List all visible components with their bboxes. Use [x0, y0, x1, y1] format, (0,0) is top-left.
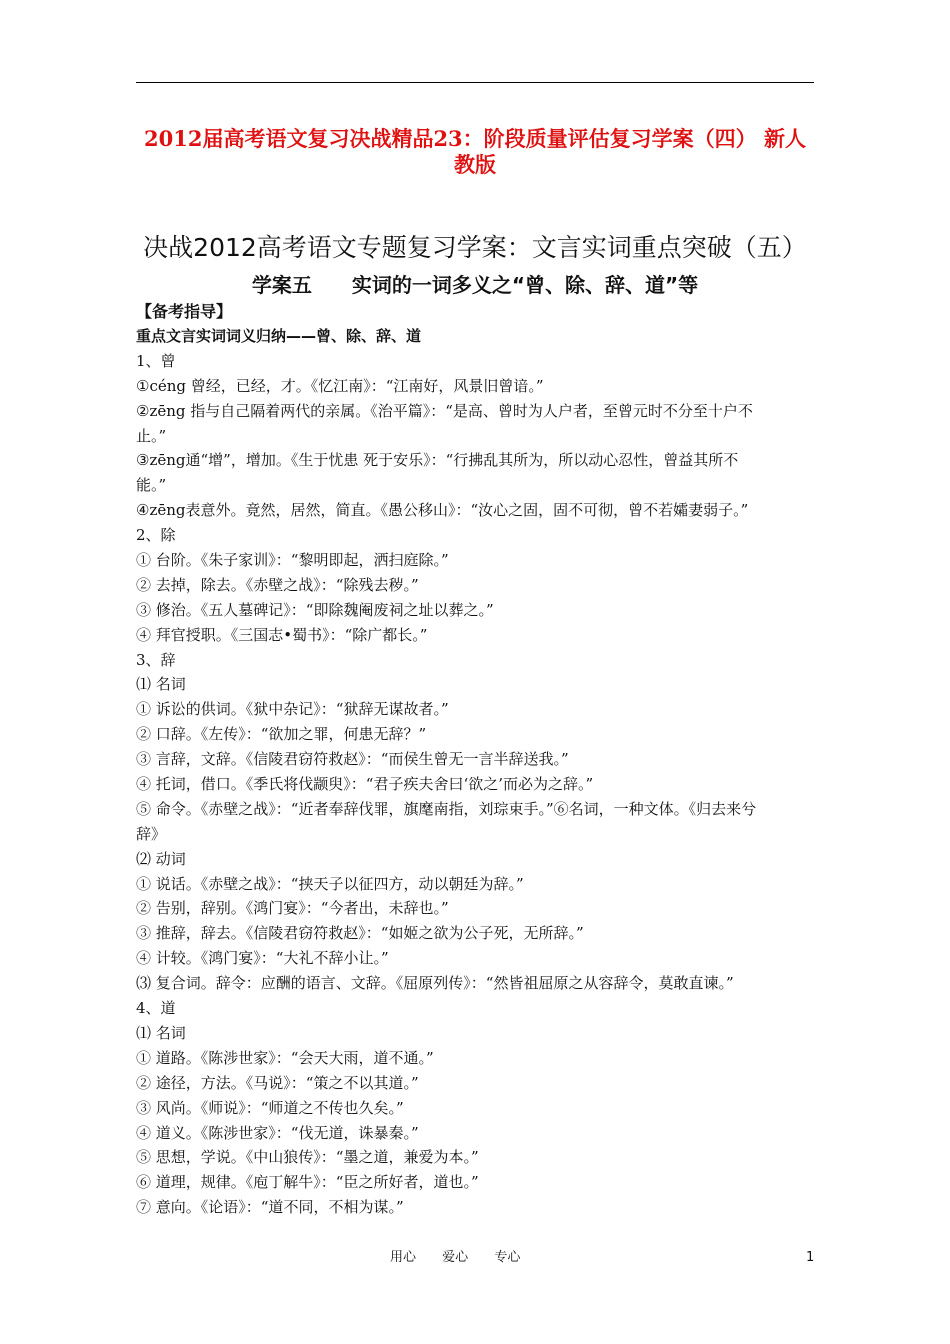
text-line: 1、曾: [136, 351, 176, 370]
text-line: ④ 托词，借口。《季氏将伐颛臾》：“君子疾夫舍曰‘欲之’而必为之辞。”: [136, 775, 594, 794]
text-line: ① 说话。《赤壁之战》：“挟天子以征四方，动以朝廷为辞。”: [136, 874, 524, 893]
section-title: 【备考指导】: [136, 302, 233, 321]
text-line: ① 道路。《陈涉世家》：“会天大雨，道不通。”: [136, 1048, 434, 1067]
sub-title: 学案五 实词的一词多义之“曾、除、辞、道”等: [251, 273, 699, 297]
text-line: 辞》: [136, 824, 167, 843]
footer-item: 专心: [494, 1250, 521, 1265]
footer-item: 爱心: [442, 1250, 469, 1265]
text-line: ② 去掉，除去。《赤壁之战》：“除残去秽。”: [136, 575, 419, 594]
text-line: 2、除: [136, 526, 176, 545]
text-line: ④ 拜官授职。《三国志•蜀书》：“除广都长。”: [136, 625, 428, 644]
text-line: ③ 推辞，辞去。《信陵君窃符救赵》：“如姬之欲为公子死，无所辞。”: [136, 924, 584, 943]
text-line: ③ 言辞，文辞。《信陵君窃符救赵》：“而侯生曾无一言半辞送我。”: [136, 750, 569, 769]
text-line: ⑵ 动词: [136, 849, 186, 868]
text-line: 3、辞: [136, 650, 176, 669]
text-line: ③ 风尚。《师说》：“师道之不传也久矣。”: [136, 1098, 404, 1117]
subheading-line: 重点文言实词词义归纳——曾、除、辞、道: [136, 327, 422, 345]
text-line: ① 台阶。《朱子家训》：“黎明即起，洒扫庭除。”: [136, 551, 449, 570]
page-footer: [390, 1249, 542, 1267]
text-line: ④ 计较。《鸿门宴》：“大礼不辞小让。”: [136, 949, 389, 968]
text-line: ② 告别，辞别。《鸿门宴》：“今者出，未辞也。”: [136, 899, 449, 918]
text-line: ④ 道义。《陈涉世家》：“伐无道，诛暴秦。”: [136, 1123, 419, 1142]
page-number: 1: [806, 1250, 815, 1265]
text-line: ⑴ 名词: [136, 1023, 186, 1042]
text-line: 止。”: [136, 426, 167, 445]
text-line: ② 途径，方法。《马说》：“策之不以其道。”: [136, 1073, 419, 1092]
text-line: ③ 修治。《五人墓碑记》：“即除魏阉废祠之址以葬之。”: [136, 600, 494, 619]
main-title: 决战2012高考语文专题复习学案：文言实词重点突破（五）: [143, 233, 807, 262]
text-line: ⑶ 复合词。辞令：应酬的语言、文辞。《屈原列传》：“然皆祖屈原之从容辞令，莫敢直谏。”: [136, 974, 734, 993]
text-line: ⑥ 道理，规律。《庖丁解牛》：“臣之所好者，道也。”: [136, 1173, 479, 1192]
header-rule: [136, 82, 814, 83]
footer-item: 用心: [390, 1250, 417, 1265]
text-line: ②zēng 指与自己隔着两代的亲属。《治平篇》：“是高、曾时为人户者，至曾元时不分至十户不: [136, 401, 753, 420]
text-line: 4、道: [136, 999, 176, 1018]
text-line: ① 诉讼的供词。《狱中杂记》：“狱辞无谋故者。”: [136, 700, 449, 719]
text-line: ② 口辞。《左传》：“欲加之罪，何患无辞？”: [136, 725, 427, 744]
text-line: ⑦ 意向。《论语》：“道不同，不相为谋。”: [136, 1198, 404, 1217]
text-line: ⑴ 名词: [136, 675, 186, 694]
text-line: ①céng 曾经，已经，才。《忆江南》：“江南好，风景旧曾谙。”: [136, 376, 544, 395]
text-line: ⑤ 命令。《赤壁之战》：“近者奉辞伐罪，旗麾南指，刘琮束手。”⑥名词，一种文体。《归去来兮: [136, 799, 757, 818]
document-body: [136, 324, 818, 1220]
text-line: ③zēng通“增”，增加。《生于忧患 死于安乐》：“行拂乱其所为，所以动心忍性，曾益其所不: [136, 451, 739, 470]
text-line: 能。”: [136, 476, 167, 495]
document-header-title: 2012届高考语文复习决战精品23：阶段质量评估复习学案（四） 新人教版: [144, 126, 806, 177]
text-line: ⑤ 思想，学说。《中山狼传》：“墨之道，兼爱为本。”: [136, 1148, 479, 1167]
text-line: ④zēng表意外。竟然，居然，简直。《愚公移山》：“汝心之固，固不可彻，曾不若孀妻弱子。”: [136, 501, 749, 520]
